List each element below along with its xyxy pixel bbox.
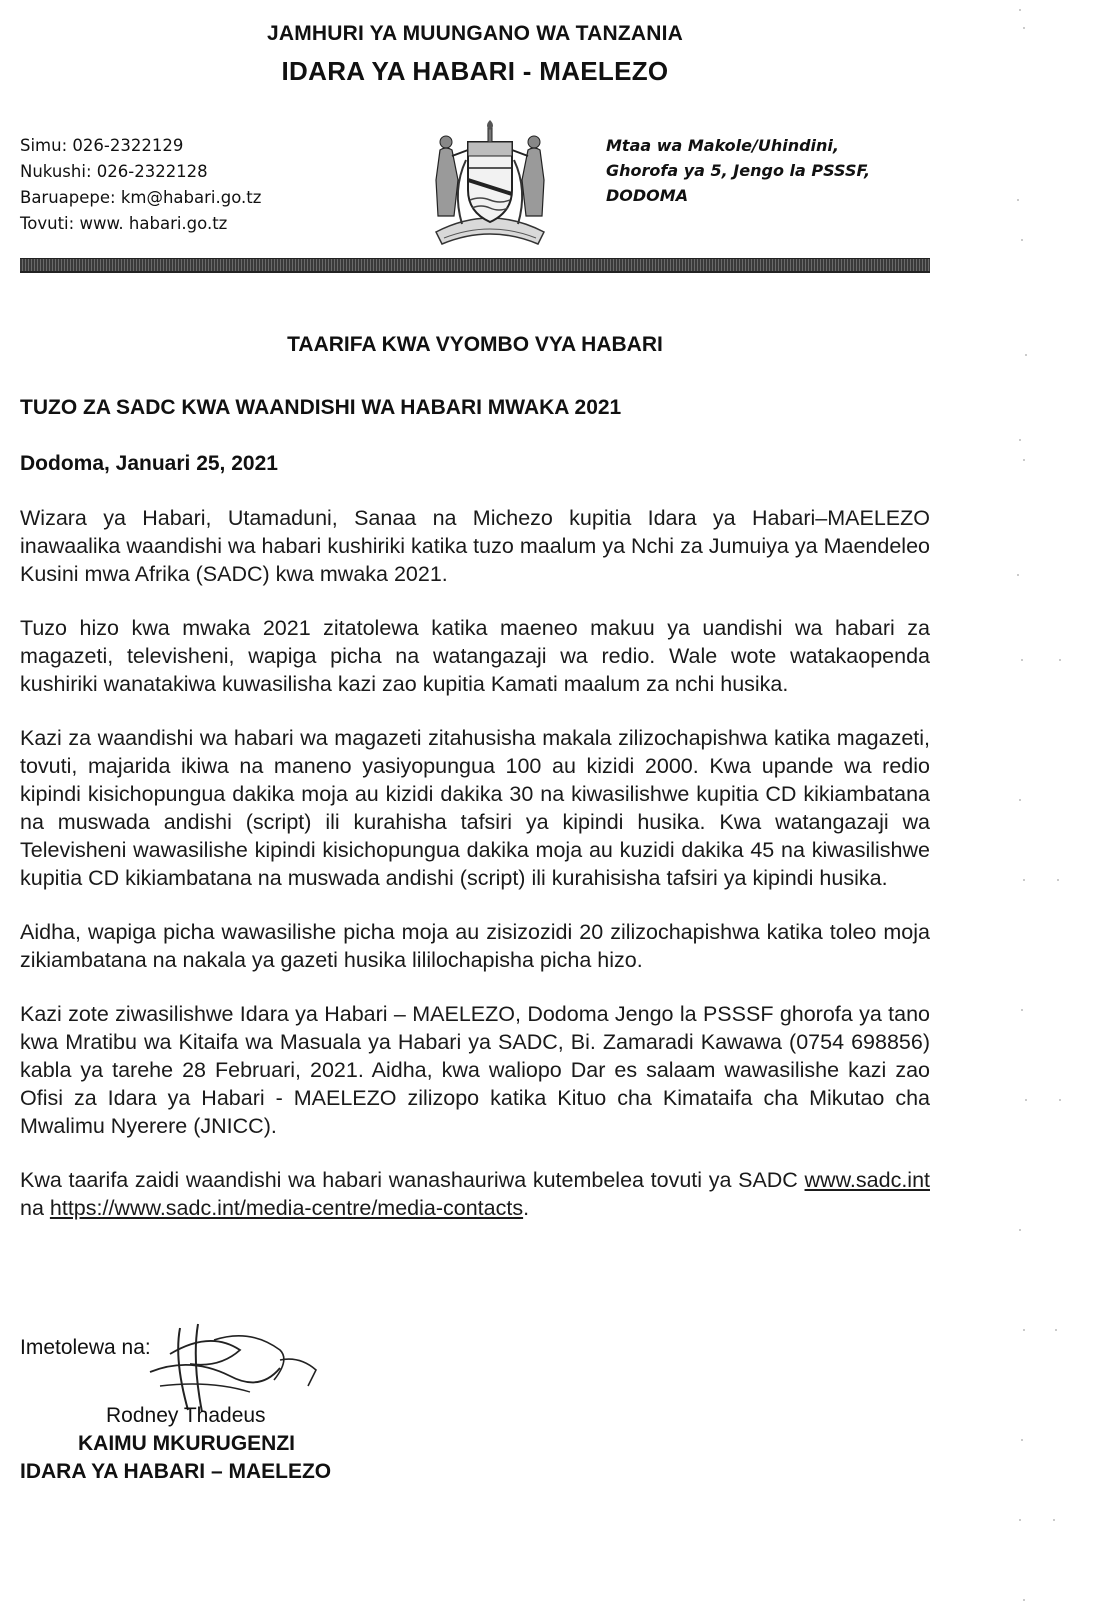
address-line: Ghorofa ya 5, Jengo la PSSSF, (606, 161, 871, 180)
website-line: Tovuti: www. habari.go.tz (20, 214, 228, 233)
address-line: Mtaa wa Makole/Uhindini, (606, 136, 839, 155)
country-heading: JAMHURI YA MUUNGANO WA TANZANIA (266, 22, 684, 45)
contact-details (20, 133, 261, 237)
address-line: DODOMA (606, 186, 689, 205)
department-heading: IDARA YA HABARI - MAELEZO (281, 56, 669, 86)
dateline: Dodoma, Januari 25, 2021 (20, 452, 278, 475)
scan-margin-artifacts (1000, 0, 1107, 1619)
sadc-website-link[interactable]: www.sadc.int (804, 1168, 930, 1192)
notice-title: TAARIFA KWA VYOMBO VYA HABARI (287, 333, 663, 356)
letterhead-divider (20, 258, 930, 273)
body-paragraph: Kazi zote ziwasilishwe Idara ya Habari – MAELEZO, Dodoma Jengo la PSSSF ghorofa ya tano kwa Mratibu wa Kitaifa wa Masuala ya Habari ya SADC, Bi. Zamaradi Kawawa (0754 698856) kabla ya tarehe 28 Februari, 2021. Aidha, kwa waliopo Dar es salaam wawasilishe kazi zao Ofisi za Idara ya Habari - MAELEZO zilizopo katika Kituo cha Kimataifa cha Mikutao cha Mwalimu Nyerere (JNICC). (20, 1002, 930, 1138)
body-paragraph: Aidha, wapiga picha wawasilishe picha moja au zisizozidi 20 zilizochapishwa katika toleo moja zikiambatana na nakala ya gazeti husika lililochapisha picha hizo. (20, 920, 930, 972)
closing-joiner: na (20, 1196, 50, 1220)
body-paragraph: Wizara ya Habari, Utamaduni, Sanaa na Michezo kupitia Idara ya Habari–MAELEZO inawaalika waandishi wa habari kushiriki katika tuzo maalum ya Nchi za Jumuiya ya Maendeleo Kusini mwa Afrika (SADC) kwa mwaka 2021. (20, 506, 930, 586)
body-paragraph: Tuzo hizo kwa mwaka 2021 zitatolewa katika maeneo makuu ya uandishi wa habari za magazeti, televisheni, wapiga picha na watangazaji wa redio. Wale wote watakaopenda kushiriki wanatakiwa kuwasilisha kazi zao kupitia Kamati maalum za nchi husika. (20, 616, 930, 696)
signatory-name: Rodney Thadeus (106, 1404, 266, 1427)
closing-paragraph (20, 1166, 930, 1222)
closing-text: Kwa taarifa zaidi waandishi wa habari wanashauriwa kutembelea tovuti ya SADC (20, 1168, 798, 1192)
notice-subject: TUZO ZA SADC KWA WAANDISHI WA HABARI MWAKA 2021 (20, 396, 622, 419)
issued-by-label: Imetolewa na: (20, 1336, 151, 1359)
tanzania-coat-of-arms-icon (422, 120, 558, 254)
fax-line: Nukushi: 026-2322128 (20, 162, 208, 181)
signatory-role: KAIMU MKURUGENZI (78, 1432, 295, 1455)
office-address (606, 133, 870, 208)
phone-line: Simu: 026-2322129 (20, 136, 184, 155)
closing-period: . (523, 1196, 530, 1220)
body-paragraph: Kazi za waandishi wa habari wa magazeti zitahusisha makala zilizochapishwa katika magazeti, tovuti, majarida ikiwa na maneno yasiyopungua 100 au kizidi 2000. Kwa upande wa redio kipindi kisichopungua dakika moja au kizidi dakika 30 na kiwasilishwe kupitia CD kikiambatana na muswada andishi (script) ili kurahisha tafsiri ya kipindi husika. Kwa watangazaji wa Televisheni wawasilishe kipindi kisichopungua dakika moja au kuzidi dakika 45 na kiwasilishwe kupitia CD kikiambatana na muswada andishi (script) ili kurahisisha tafsiri ya kipindi husika. (20, 726, 930, 890)
sadc-media-contacts-link[interactable]: https://www.sadc.int/media-centre/media-contacts (49, 1196, 524, 1220)
release-body (20, 504, 930, 1248)
signatory-office: IDARA YA HABARI – MAELEZO (20, 1460, 332, 1483)
email-line: Baruapepe: km@habari.go.tz (20, 188, 262, 207)
